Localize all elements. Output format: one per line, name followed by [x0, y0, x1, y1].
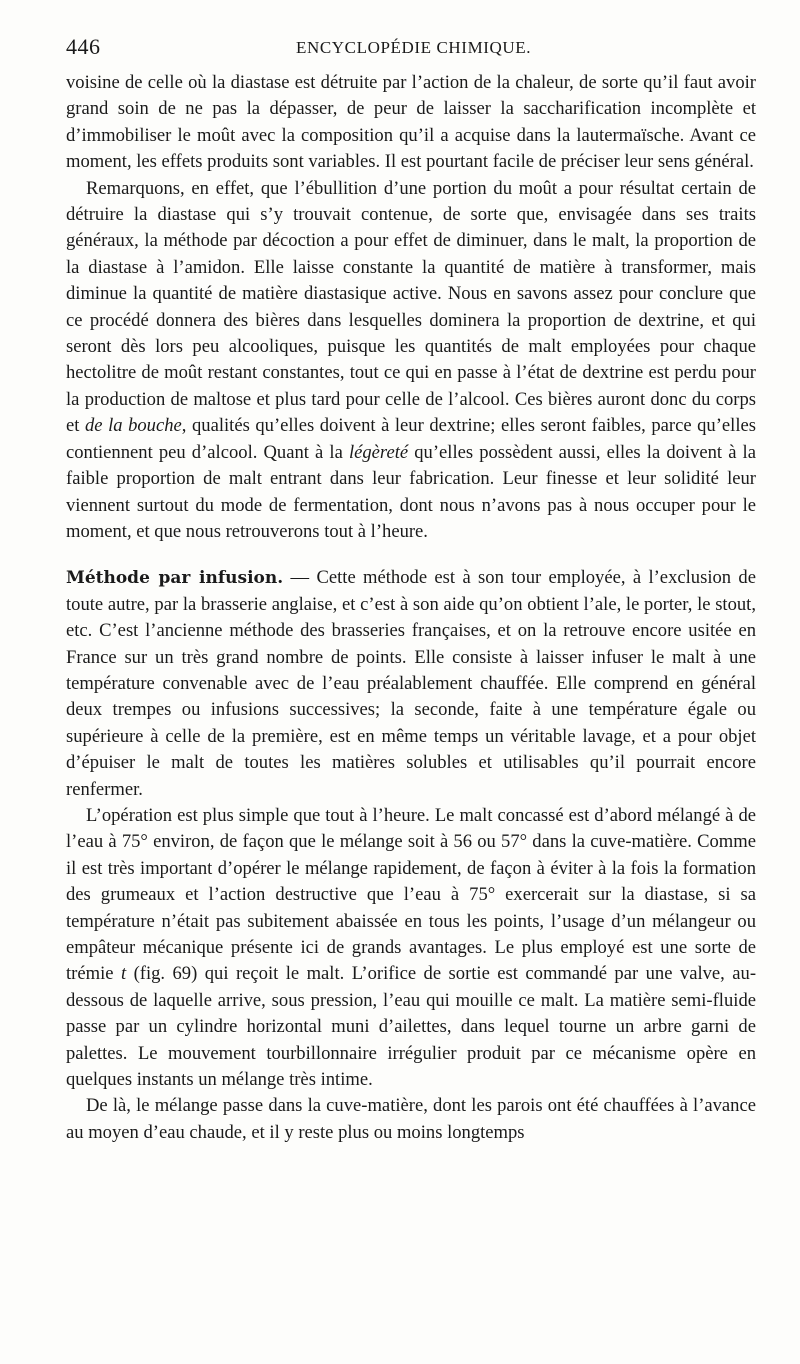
paragraph-text: qu’elles possèdent aussi, elles la doivent à la faible proportion de malt entrant dans leur fabrication. Leur finesse et leur solidité leur viennent surtout du mode de fermentation, dont nous n’avons pas à nous occuper pour le moment, et que nous retrouverons tout à l’heure. — [66, 441, 756, 542]
italic-term-legerete: légèreté — [348, 441, 409, 463]
italic-letter-t: t — [120, 963, 127, 985]
paragraph-text: voisine de celle où la diastase est détruite par l’action de la chaleur, de sorte qu’il faut avoir grand soin de ne pas la dépasser, de peur de laisser la saccharification incomplète et d’immobiliser le moût avec la composition qu’il a acquise dans la lautermaïsche. Avant ce moment, les effets produits sont variables. Il est pourtant facile de préciser leur sens général. — [66, 72, 756, 173]
paragraph-text: Remarquons, en effet, que l’ébullition d’une portion du moût a pour résultat certain de détruire la diastase qui s’y trouvait contenue, de sorte que, envisagée dans ses traits généraux, la méthode par décoction a pour effet de diminuer, dans le malt, la proportion de la diastase à l’amidon. Elle laisse constante la quantité de matière à transformer, mais diminue la quantité de matière diastasique active. Nous en savons assez pour conclure que ce procédé donnera des bières dans lesquelles dominera la proportion de dextrine, et qui seront dès lors peu alcooliques, puisque les quantités de malt employées pour chaque hectolitre de moût restant constantes, tout ce qui en passe à l’état de dextrine est perdu pour la production de maltose et plus tard pour celle de l’alcool. Ces bières auront donc du corps et — [66, 177, 756, 437]
body-text — [66, 70, 756, 1146]
italic-term-bouche: de la bouche — [84, 415, 182, 437]
running-title: ENCYCLOPÉDIE CHIMIQUE. — [296, 38, 532, 57]
paragraph-operation — [66, 803, 756, 1093]
running-head — [66, 34, 754, 62]
page-number: 446 — [66, 34, 101, 59]
paragraph-text: — Cette méthode est à son tour employée, à l’exclusion de toute autre, par la brasserie anglaise, et c’est à son aide qu’on obtient l’ale, le porter, le stout, etc. C’est l’ancienne méthode des brasseries françaises, et on la retrouve encore usitée en France sur un très grand nombre de points. Elle consiste à laisser infuser le malt à une température convenable avec de l’eau préalablement chauffée. Elle comprend en général deux trempes ou infusions successives; la seconde, faite à une température égale ou supérieure à celle de la première, est en même temps un véritable lavage, et a pour objet d’épuiser le malt de toutes les matières solubles et utilisables qu’il pourrait encore renfermer. — [66, 567, 756, 800]
section-heading: Méthode par infusion. — [66, 568, 284, 589]
paragraph-text: L’opération est plus simple que tout à l’heure. Le malt concassé est d’abord mélangé à de l’eau à 75° environ, de façon que le mélange soit à 56 ou 57° dans la cuve-matière. Comme il est très important d’opérer le mélange rapidement, de façon à éviter à la fois la formation des grumeaux et l’action destructive que l’eau à 75° exercerait sur la diastase, si sa température n’était pas subitement abaissée en tous les points, l’usage d’un mélangeur ou empâteur mécanique présente ici de grands avantages. Le plus employé est une sorte de trémie — [66, 804, 756, 985]
paragraph-infusion-method — [66, 565, 756, 803]
paragraph-text: , qualités qu’elles doivent à leur dextrine; elles seront faibles, parce qu’elles contiennent peu d’alcool. Quant à la — [66, 415, 756, 463]
paragraph-text: De là, le mélange passe dans la cuve-matière, dont les parois ont été chauffées à l’avance au moyen d’eau chaude, et il y reste plus ou moins longtemps — [66, 1095, 756, 1143]
paragraph-decoction-effects — [66, 176, 756, 546]
paragraph-continuation — [66, 70, 756, 176]
paragraph-text: (fig. 69) qui reçoit le malt. L’orifice de sortie est commandé par une valve, au-dessous de laquelle arrive, sous pression, l’eau qui mouille ce malt. La matière semi-fluide passe par un cylindre horizontal muni d’ailettes, dans lequel tourne un arbre garni de palettes. Le mouvement tourbillonnaire irrégulier produit par ce mécanisme opère en quelques instants un mélange très intime. — [66, 963, 757, 1091]
paragraph-cuve-matiere — [66, 1093, 756, 1146]
